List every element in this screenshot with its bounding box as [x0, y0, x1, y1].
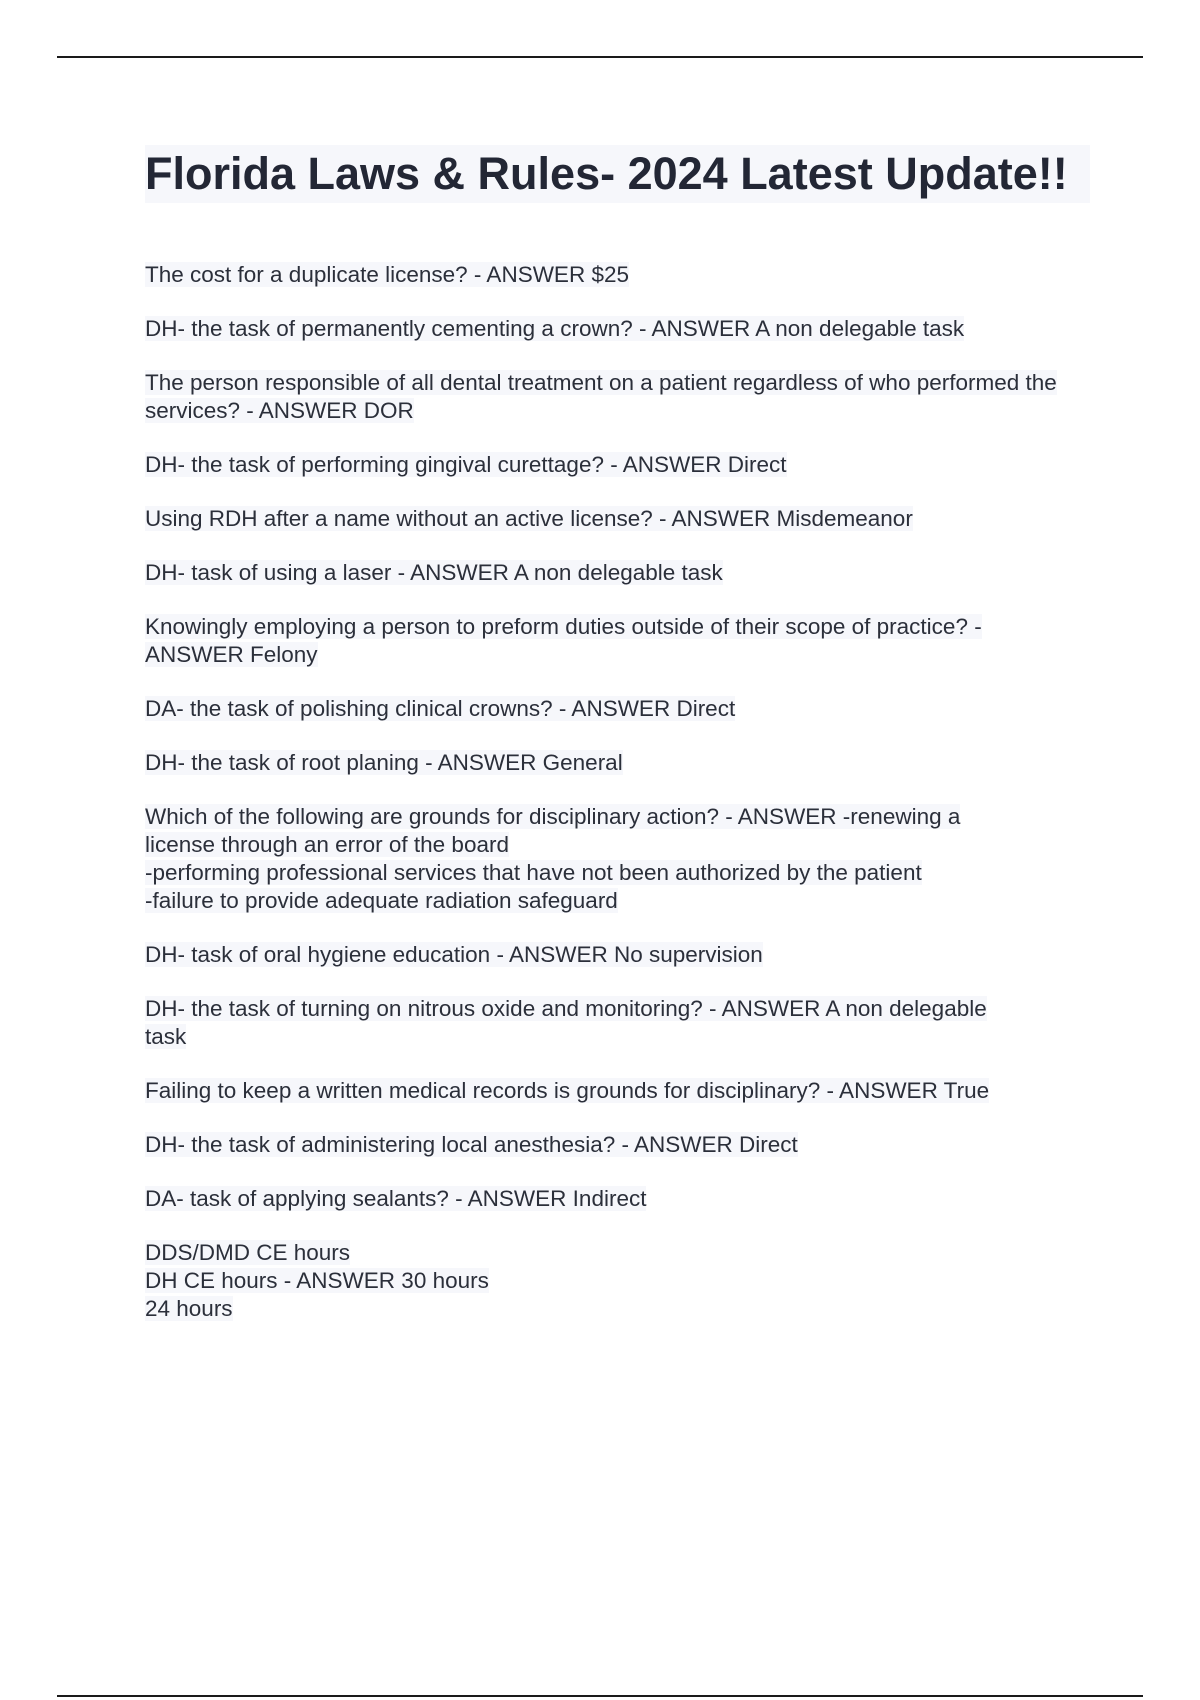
qa-item — [145, 941, 1090, 969]
qa-item — [145, 315, 1090, 343]
qa-item — [145, 369, 1090, 425]
qa-text: DA- the task of polishing clinical crowns? - ANSWER Direct — [145, 696, 736, 721]
qa-text: DH- the task of root planing - ANSWER General — [145, 750, 623, 775]
qa-text: The cost for a duplicate license? - ANSWER $25 — [145, 262, 629, 287]
qa-text: DDS/DMD CE hours DH CE hours - ANSWER 30 hours 24 hours — [145, 1240, 489, 1321]
qa-text: DH- the task of administering local anesthesia? - ANSWER Direct — [145, 1132, 798, 1157]
document-body — [145, 145, 1090, 1349]
qa-text: DH- the task of permanently cementing a crown? - ANSWER A non delegable task — [145, 316, 965, 341]
qa-item — [145, 505, 1090, 533]
document-title: Florida Laws & Rules- 2024 Latest Update!! — [145, 145, 1090, 203]
qa-text: DH- the task of turning on nitrous oxide and monitoring? - ANSWER A non delegable task — [145, 996, 987, 1049]
qa-text: DH- task of oral hygiene education - ANSWER No supervision — [145, 942, 763, 967]
qa-text: The person responsible of all dental treatment on a patient regardless of who performed the services? - ANSWER DOR — [145, 370, 1057, 423]
qa-text: Which of the following are grounds for disciplinary action? - ANSWER -renewing a license through an error of the board -performing professional services that have not been authorized by the patient -failure to provide adequate radiation safeguard — [145, 804, 961, 913]
bottom-rule — [57, 1695, 1143, 1697]
qa-text: DH- the task of performing gingival curettage? - ANSWER Direct — [145, 452, 787, 477]
qa-item — [145, 1185, 1090, 1213]
qa-text: Knowingly employing a person to preform duties outside of their scope of practice? - ANSWER Felony — [145, 614, 982, 667]
qa-item — [145, 613, 1090, 669]
qa-text: Failing to keep a written medical records is grounds for disciplinary? - ANSWER True — [145, 1078, 990, 1103]
qa-item — [145, 1239, 1090, 1323]
qa-list — [145, 261, 1090, 1323]
qa-item — [145, 695, 1090, 723]
qa-item — [145, 261, 1090, 289]
qa-text: DA- task of applying sealants? - ANSWER Indirect — [145, 1186, 647, 1211]
qa-item — [145, 559, 1090, 587]
qa-text: Using RDH after a name without an active license? - ANSWER Misdemeanor — [145, 506, 913, 531]
qa-item — [145, 803, 1090, 915]
qa-item — [145, 749, 1090, 777]
qa-item — [145, 995, 1090, 1051]
qa-item — [145, 1131, 1090, 1159]
qa-item — [145, 451, 1090, 479]
qa-item — [145, 1077, 1090, 1105]
qa-text: DH- task of using a laser - ANSWER A non delegable task — [145, 560, 723, 585]
top-rule — [57, 56, 1143, 58]
